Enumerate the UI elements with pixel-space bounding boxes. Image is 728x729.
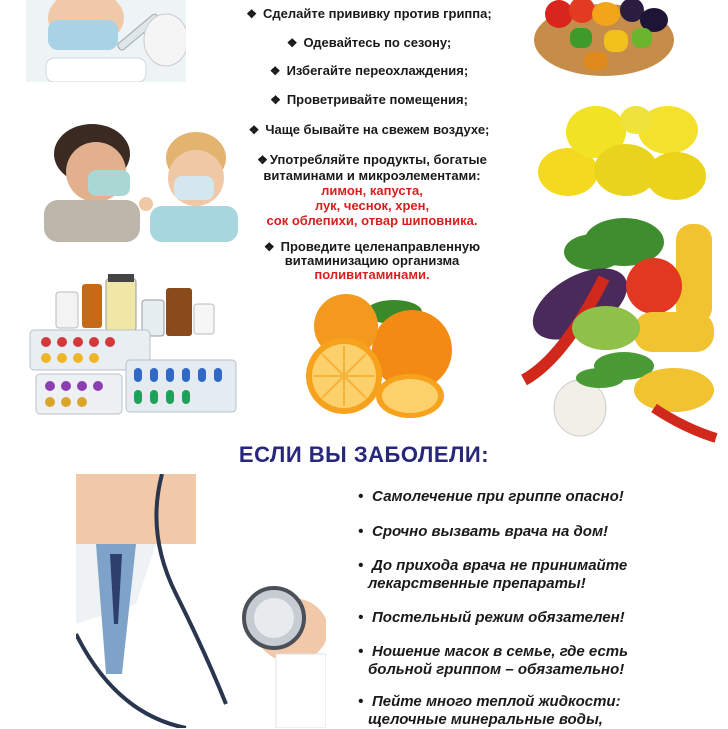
bullet-dot-icon: • [358, 488, 364, 505]
bullet-dot-icon: • [358, 643, 364, 660]
vitamins-block: ❖ Проведите целенаправленную витаминизацию организма поливитаминами. [263, 239, 481, 282]
vaccination-photo [26, 0, 186, 82]
sick-item: • Ношение масок в семье, где есть больной гриппом – обязательно! [358, 643, 629, 678]
prevention-item: ❖ Чаще бывайте на свежем воздухе; [248, 122, 490, 137]
bullet-dot-icon: • [358, 523, 364, 540]
bullet-diamond-icon: ❖ [269, 64, 281, 78]
medicines-photo [26, 270, 240, 422]
sick-item: • Срочно вызвать врача на дом! [358, 523, 609, 540]
sick-item: • Пейте много теплой жидкости: щелочные минеральные воды, [358, 693, 621, 728]
prevention-item: ❖ Избегайте переохлаждения; [269, 63, 469, 78]
bullet-diamond-icon: ❖ [257, 153, 268, 167]
prevention-item: ❖ Сделайте прививку против гриппа; [246, 6, 492, 21]
prevention-item: ❖ Одевайтесь по сезону; [286, 35, 452, 50]
bullet-diamond-icon: ❖ [263, 240, 275, 254]
doctor-photo [76, 474, 326, 728]
vegetables-photo [504, 208, 720, 448]
bullet-dot-icon: • [358, 693, 364, 710]
lemons-photo [536, 100, 706, 204]
sick-item: • До прихода врача не принимайте лекарственные препараты! [358, 557, 628, 592]
bullet-diamond-icon: ❖ [246, 7, 258, 21]
sick-item: • Самолечение при гриппе опасно! [358, 488, 624, 505]
bullet-diamond-icon: ❖ [270, 93, 281, 107]
bullet-dot-icon: • [358, 609, 364, 626]
bullet-diamond-icon: ❖ [248, 123, 260, 137]
vegetables-bowl-photo [514, 0, 686, 78]
bullet-diamond-icon: ❖ [286, 36, 298, 50]
sick-item: • Постельный режим обязателен! [358, 609, 625, 626]
sick-heading: ЕСЛИ ВЫ ЗАБОЛЕЛИ: [238, 442, 490, 467]
oranges-photo [300, 284, 462, 422]
products-block: ❖ Употребляйте продукты, богатые витаминами и микроэлементами: лимон, капуста, лук, чеснок, хрен, сок облепихи, отвар шиповника. [257, 152, 487, 228]
bullet-dot-icon: • [358, 557, 364, 574]
prevention-item: ❖ Проветривайте помещения; [270, 92, 468, 107]
